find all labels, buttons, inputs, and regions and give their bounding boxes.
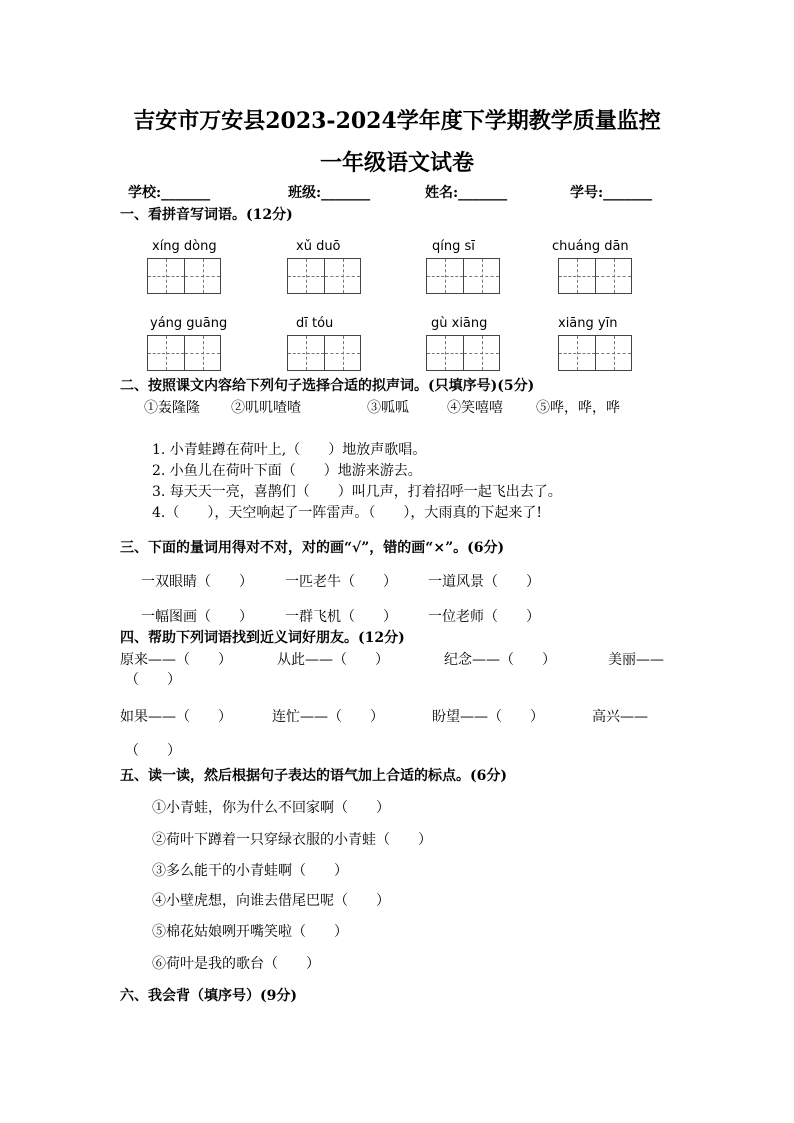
synonym-item: 原来——（ ） <box>120 652 232 668</box>
measure-word-item: 一匹老牛（ ） <box>285 574 397 590</box>
section-2-heading: 二、按照课文内容给下列句子选择合适的拟声词。(只填序号)(5分) <box>120 378 535 394</box>
section-1-heading: 一、看拼音写词语。(12分) <box>120 207 293 223</box>
punctuation-item: ③多么能干的小青蛙啊（ ） <box>152 863 348 879</box>
onomatopoeia-option: ③呱呱 <box>367 400 409 416</box>
pinyin-label: xǔ duō <box>296 239 341 254</box>
name-field: 姓名:_______ <box>425 185 508 201</box>
school-field: 学校:_______ <box>128 185 211 201</box>
punctuation-item: ①小青蛙，你为什么不回家啊（ ） <box>152 800 390 816</box>
pinyin-label: yáng guāng <box>150 316 228 331</box>
pinyin-label: gù xiāng <box>431 316 488 331</box>
question-item: 1. 小青蛙蹲在荷叶上,（ ）地放声歌唱。 <box>152 442 427 458</box>
writing-grid <box>287 335 361 371</box>
writing-grid <box>558 335 632 371</box>
onomatopoeia-option: ④笑嘻嘻 <box>447 400 503 416</box>
synonym-item: 从此——（ ） <box>277 652 389 668</box>
writing-grid <box>426 258 500 294</box>
pinyin-label: xiāng yīn <box>558 316 618 331</box>
punctuation-item: ⑥荷叶是我的歌台（ ） <box>152 956 320 972</box>
punctuation-item: ②荷叶下蹲着一只穿绿衣服的小青蛙（ ） <box>152 832 432 848</box>
writing-grid <box>287 258 361 294</box>
exam-title-line2: 一年级语文试卷 <box>319 150 474 176</box>
measure-word-item: 一群飞机（ ） <box>285 609 397 625</box>
punctuation-item: ⑤棉花姑娘咧开嘴笑啦（ ） <box>152 924 348 940</box>
measure-word-item: 一幅图画（ ） <box>141 609 253 625</box>
punctuation-item: ④小壁虎想，向谁去借尾巴呢（ ） <box>152 893 390 909</box>
student-number-field: 学号:_______ <box>570 185 653 201</box>
writing-grid <box>147 258 221 294</box>
onomatopoeia-option: ②叽叽喳喳 <box>231 400 301 416</box>
synonym-item: 盼望——（ ） <box>432 709 544 725</box>
synonym-item: 连忙——（ ） <box>272 709 384 725</box>
synonym-item: 纪念——（ ） <box>444 652 556 668</box>
pinyin-label: xíng dòng <box>152 239 217 254</box>
synonym-item: 如果——（ ） <box>120 709 232 725</box>
question-item: 2. 小鱼儿在荷叶下面（ ）地游来游去。 <box>152 463 422 479</box>
onomatopoeia-option: ⑤哗，哗，哗 <box>536 400 620 416</box>
class-field: 班级:_______ <box>288 185 371 201</box>
onomatopoeia-option: ①轰隆隆 <box>144 400 200 416</box>
section-5-heading: 五、读一读，然后根据句子表达的语气加上合适的标点。(6分) <box>120 768 507 784</box>
pinyin-label: dī tóu <box>296 316 334 331</box>
writing-grid <box>558 258 632 294</box>
question-item: 4.（ ），天空响起了一阵雷声。（ ），大雨真的下起来了! <box>152 505 542 521</box>
synonym-blank: （ ） <box>125 743 181 759</box>
exam-title-line1: 吉安市万安县2023-2024学年度下学期教学质量监控 <box>133 108 661 134</box>
synonym-blank: （ ） <box>125 672 181 688</box>
question-item: 3. 每天天一亮，喜鹊们（ ）叫几声，打着招呼一起飞出去了。 <box>152 484 562 500</box>
pinyin-label: chuáng dān <box>552 239 629 254</box>
measure-word-item: 一双眼睛（ ） <box>141 574 253 590</box>
synonym-item: 高兴—— <box>592 709 648 725</box>
measure-word-item: 一位老师（ ） <box>428 609 540 625</box>
section-6-heading: 六、我会背（填序号）(9分) <box>120 988 297 1004</box>
writing-grid <box>426 335 500 371</box>
pinyin-label: qíng sī <box>432 239 475 254</box>
measure-word-item: 一道风景（ ） <box>428 574 540 590</box>
synonym-item: 美丽—— <box>608 652 664 668</box>
writing-grid <box>147 335 221 371</box>
section-4-heading: 四、帮助下列词语找到近义词好朋友。(12分) <box>120 630 405 646</box>
section-3-heading: 三、下面的量词用得对不对，对的画“√”，错的画“×”。(6分) <box>120 540 505 556</box>
